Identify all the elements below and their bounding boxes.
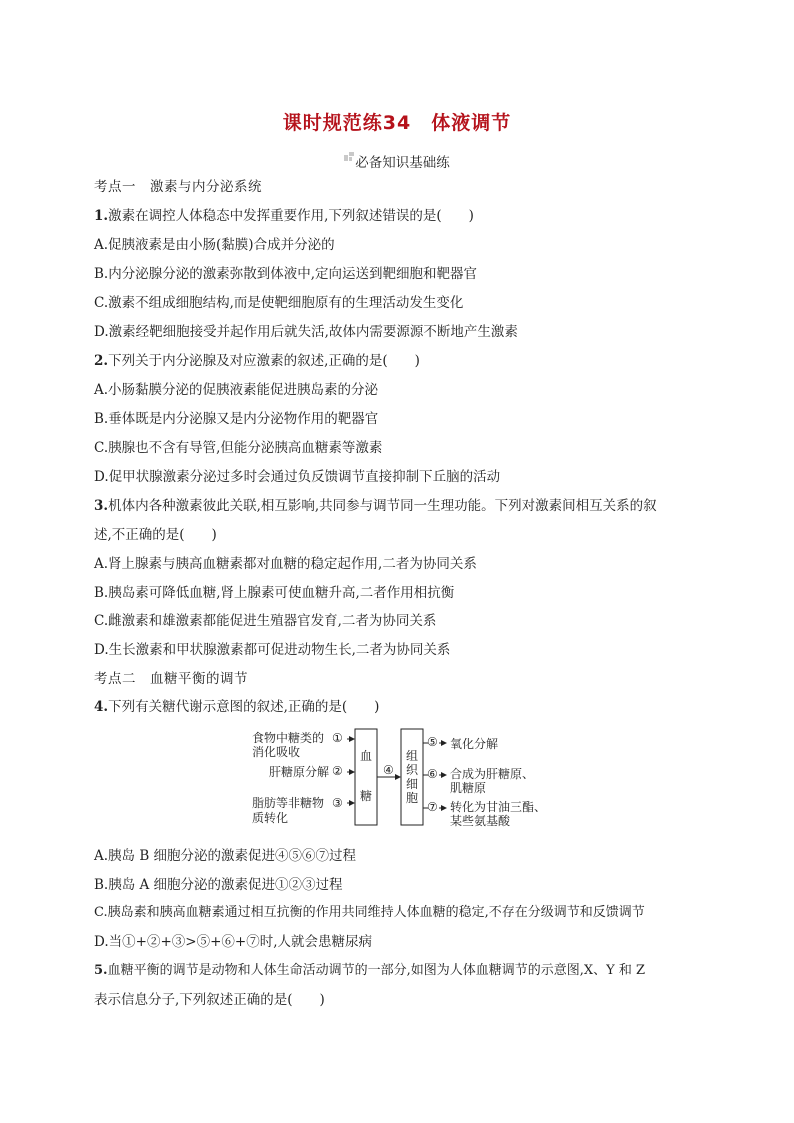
question-text: 下列关于内分泌腺及对应激素的叙述,正确的是( )	[108, 353, 420, 369]
step-4-number: ④	[383, 763, 394, 777]
question-3-option-a: A.肾上腺素与胰高血糖素都对血糖的稳定起作用,二者为协同关系	[94, 556, 477, 572]
question-4-option-d: D.当①+②+③>⑤+⑥+⑦时,人就会患糖尿病	[94, 934, 372, 950]
question-2-option-d: D.促甲状腺激素分泌过多时会通过负反馈调节直接抑制下丘脑的活动	[94, 469, 501, 485]
question-number: 4.	[94, 699, 109, 715]
question-3-stem-cont: 述,不正确的是( )	[94, 527, 217, 543]
output-7-label-cont: 某些氨基酸	[450, 814, 511, 828]
output-7-label: 转化为甘油三酯、	[450, 800, 547, 814]
step-6-number: ⑥	[427, 767, 438, 781]
blood-glucose-label-1: 血	[360, 749, 373, 763]
question-text: 机体内各种激素彼此关联,相互影响,共同参与调节同一生理功能。下列对激素间相互关系的叙	[108, 498, 657, 514]
output-5-label: 氧化分解	[450, 737, 499, 751]
question-1-option-b: B.内分泌腺分泌的激素弥散到体液中,定向运送到靶细胞和靶器官	[94, 266, 478, 282]
question-1-option-d: D.激素经靶细胞接受并起作用后就失活,故体内需要源源不断地产生激素	[94, 324, 518, 340]
question-3-option-d: D.生长激素和甲状腺激素都可促进动物生长,二者为协同关系	[94, 642, 451, 658]
glucose-metabolism-diagram	[250, 727, 550, 831]
source-3-label-cont: 质转化	[252, 811, 289, 825]
step-2-number: ②	[332, 764, 343, 778]
section-mark-icon	[344, 152, 354, 161]
step-5-number: ⑤	[427, 735, 438, 749]
source-1-label-cont: 消化吸收	[252, 745, 301, 759]
question-1-option-c: C.激素不组成细胞结构,而是使靶细胞原有的生理活动发生变化	[94, 295, 464, 311]
section-heading-1: 考点一 激素与内分泌系统	[94, 179, 262, 195]
question-text: 下列有关糖代谢示意图的叙述,正确的是( )	[108, 699, 380, 715]
subtitle-text: 必备知识基础练	[355, 155, 450, 171]
subtitle	[0, 151, 794, 171]
question-3-option-b: B.胰岛素可降低血糖,肾上腺素可使血糖升高,二者作用相抗衡	[94, 585, 455, 601]
page-title: 课时规范练34 体液调节	[282, 112, 512, 134]
section-heading-2: 考点二 血糖平衡的调节	[94, 671, 248, 687]
question-number: 1.	[94, 208, 109, 224]
question-number: 5.	[94, 963, 108, 978]
question-1-stem	[94, 207, 474, 225]
question-1-option-a: A.促胰液素是由小肠(黏膜)合成并分泌的	[94, 237, 335, 253]
tissue-cell-char-1: 组	[406, 749, 419, 763]
source-1-label: 食物中糖类的	[252, 731, 325, 745]
tissue-cell-char-2: 织	[406, 763, 419, 777]
question-text: 激素在调控人体稳态中发挥重要作用,下列叙述错误的是( )	[108, 208, 474, 224]
output-6-label-cont: 肌糖原	[450, 781, 487, 795]
question-2-option-a: A.小肠黏膜分泌的促胰液素能促进胰岛素的分泌	[94, 382, 379, 398]
question-number: 2.	[94, 353, 109, 369]
question-text: 血糖平衡的调节是动物和人体生命活动调节的一部分,如图为人体血糖调节的示意图,X、Y 和 Z	[107, 963, 645, 978]
question-5-stem	[94, 962, 645, 980]
step-7-number: ⑦	[427, 800, 438, 814]
question-3-option-c: C.雌激素和雄激素都能促进生殖器官发育,二者为协同关系	[94, 613, 437, 629]
question-3-stem	[94, 497, 657, 515]
tissue-cell-char-4: 胞	[406, 791, 419, 805]
question-2-stem	[94, 352, 420, 370]
question-2-option-c: C.胰腺也不含有导管,但能分泌胰高血糖素等激素	[94, 440, 383, 456]
step-1-number: ①	[332, 731, 343, 745]
tissue-cell-char-3: 细	[406, 777, 419, 791]
question-4-option-b: B.胰岛 A 细胞分泌的激素促进①②③过程	[94, 877, 343, 893]
blood-glucose-label-2: 糖	[360, 789, 373, 803]
question-2-option-b: B.垂体既是内分泌腺又是内分泌物作用的靶器官	[94, 411, 379, 427]
question-4-option-c: C.胰岛素和胰高血糖素通过相互抗衡的作用共同维持人体血糖的稳定,不存在分级调节和反馈调节	[94, 905, 645, 920]
question-4-stem	[94, 698, 379, 716]
source-2-label: 肝糖原分解	[269, 765, 330, 779]
step-3-number: ③	[332, 796, 343, 810]
question-4-option-a: A.胰岛 B 细胞分泌的激素促进④⑤⑥⑦过程	[94, 848, 357, 864]
source-3-label: 脂肪等非糖物	[252, 796, 325, 810]
output-6-label: 合成为肝糖原、	[450, 767, 535, 781]
question-number: 3.	[94, 498, 109, 514]
question-5-stem-cont: 表示信息分子,下列叙述正确的是( )	[94, 992, 325, 1008]
blood-glucose-box	[355, 729, 377, 825]
